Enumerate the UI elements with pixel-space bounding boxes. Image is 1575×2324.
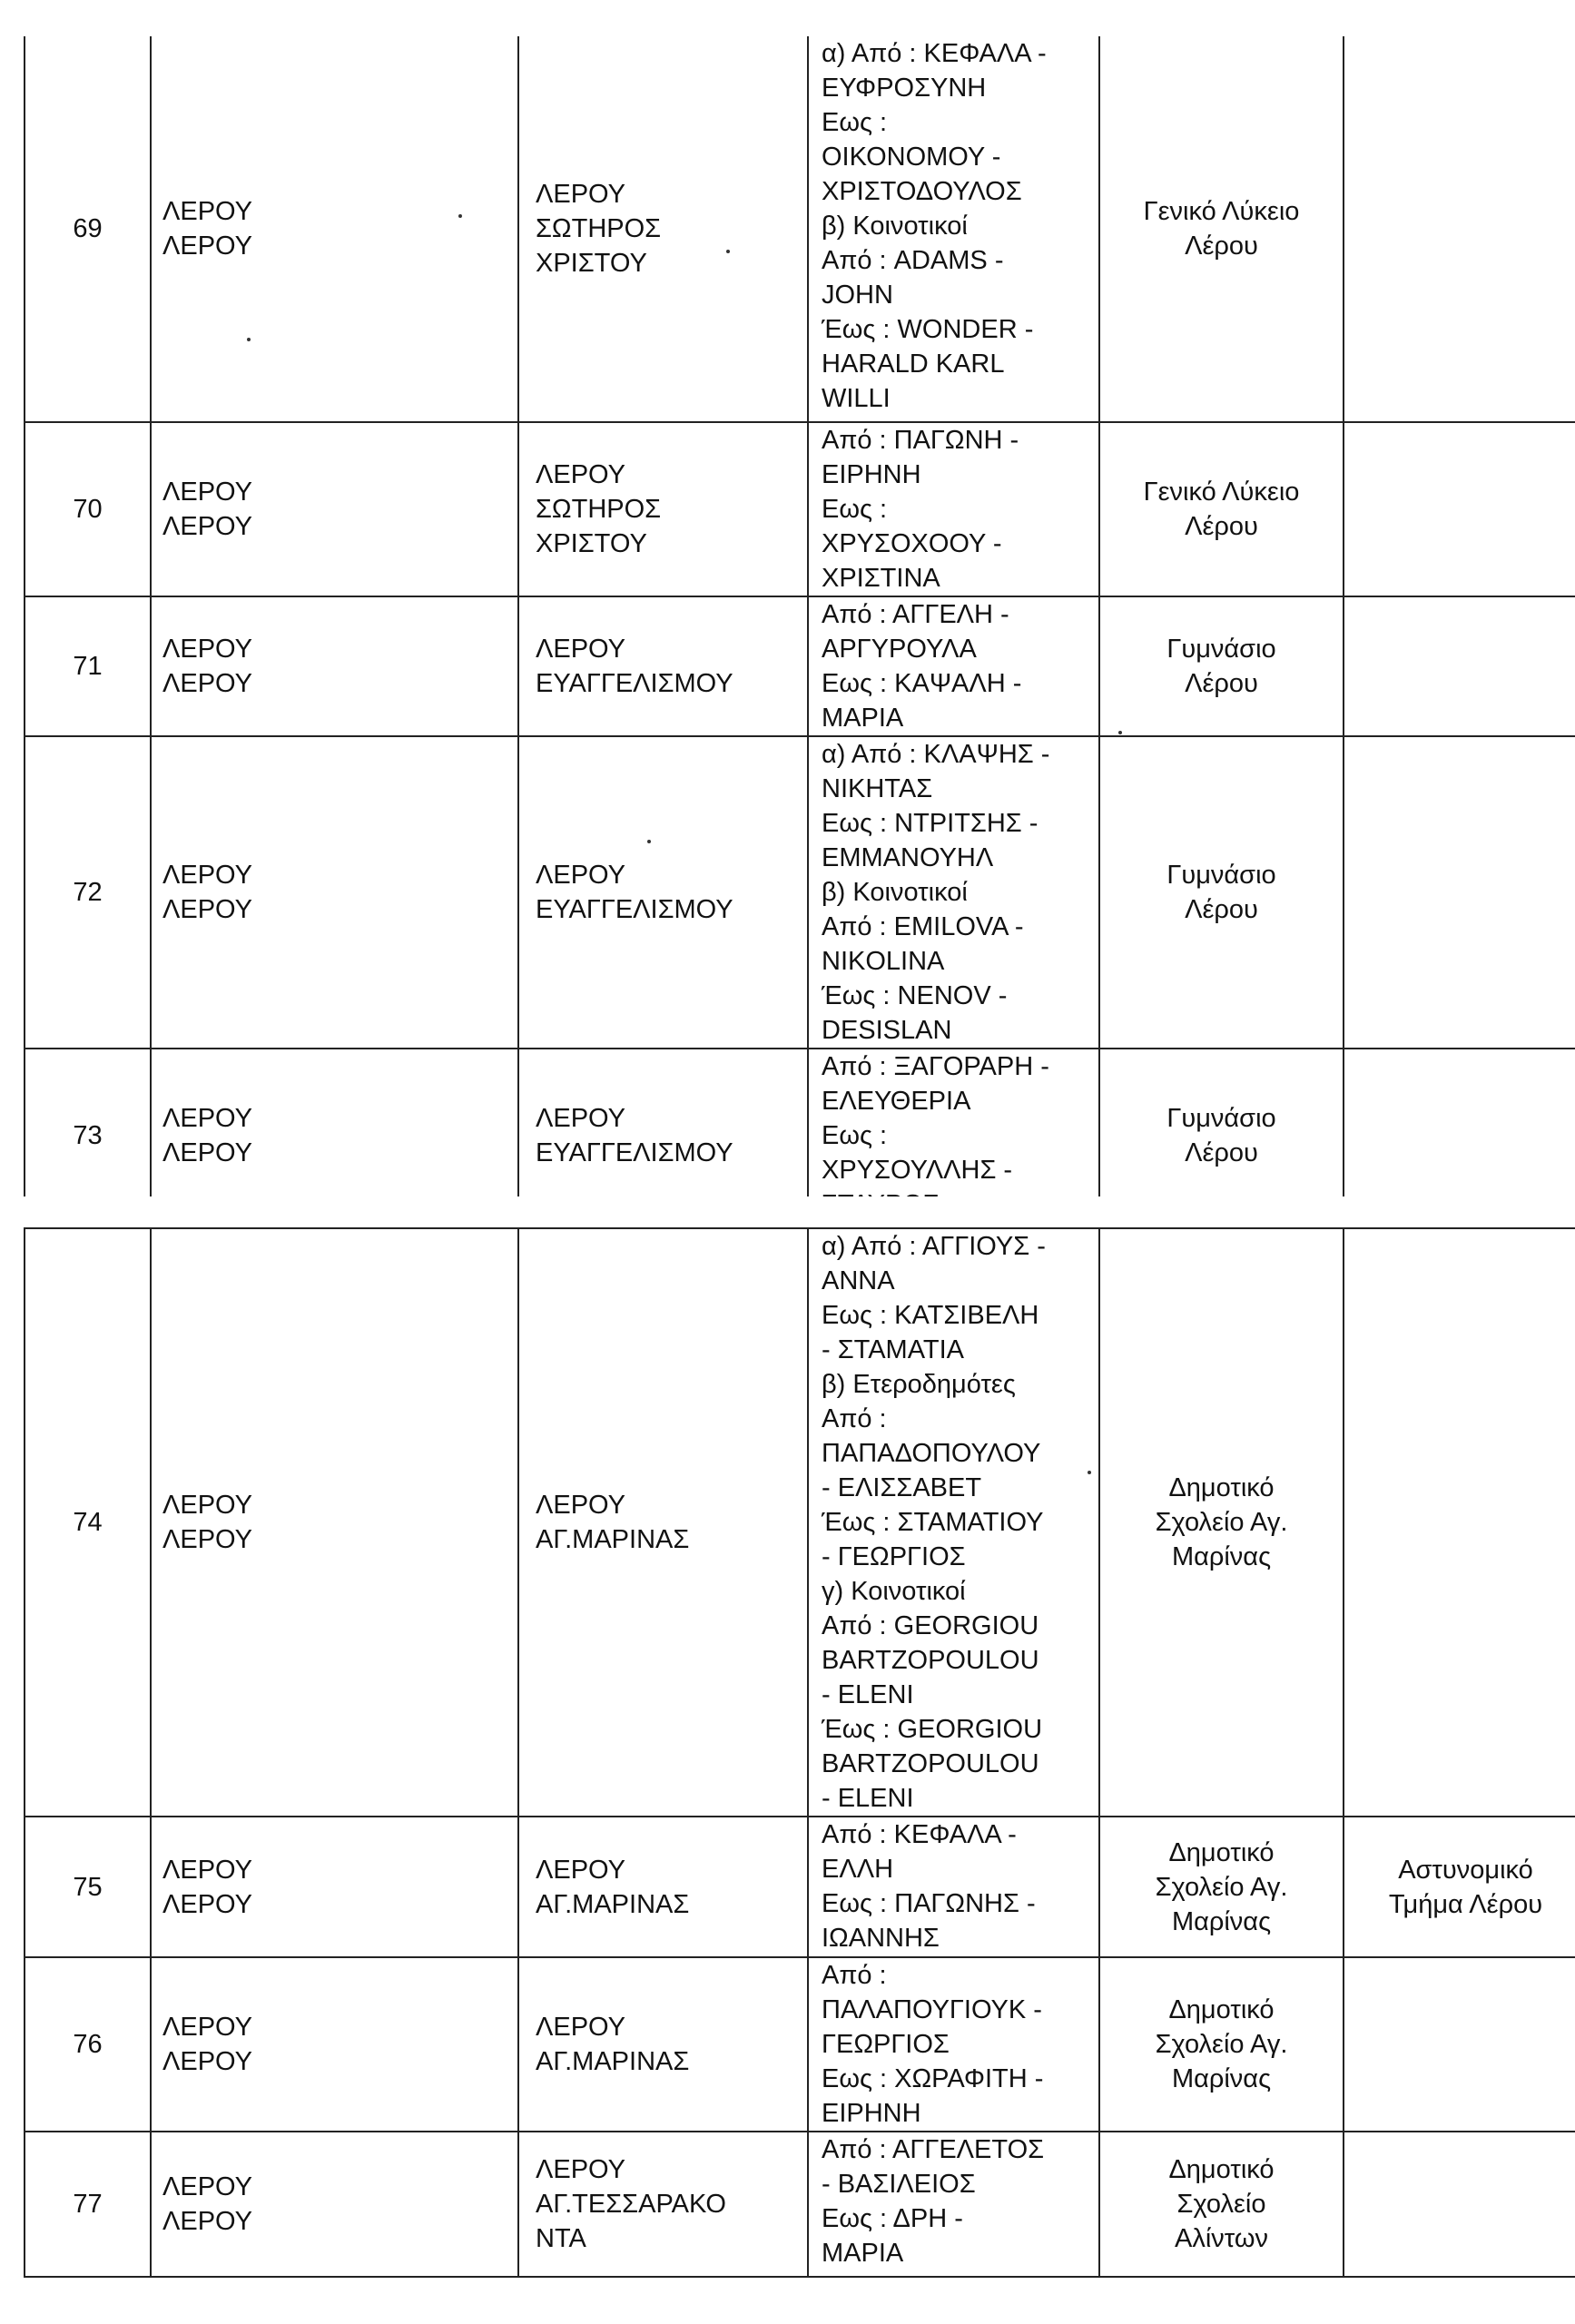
polling-stations-table-lower (24, 1227, 1575, 2278)
voter-range-line: Από : ΚΕΦΑΛΑ - (822, 1820, 1017, 1849)
municipality-cell (151, 2132, 518, 2277)
electoral-unit-line: ΑΓ.ΜΑΡΙΝΑΣ (536, 1525, 690, 1554)
municipality-line: ΛΕΡΟΥ (162, 2047, 253, 2076)
polling-place-line: Λέρου (1185, 895, 1258, 924)
page-break-gap (0, 1196, 1575, 1227)
polling-place-cell (1099, 1228, 1344, 1817)
voter-range-line: ΧΡΥΣΟΧΟΟΥ - (822, 529, 1002, 558)
polling-place-cell (1099, 422, 1344, 596)
voter-range-line: ΕΛΛΗ (822, 1855, 894, 1884)
polling-place-cell (1099, 1957, 1344, 2132)
polling-place-line: Δημοτικό (1168, 1837, 1275, 1867)
voter-range-line: β) Κοινοτικοί (822, 212, 968, 241)
voter-range-line: - ELENI (822, 1784, 914, 1813)
voter-range-line: ΟΙΚΟΝΟΜΟΥ - (822, 143, 1001, 172)
voter-range-line: DESISLAN (822, 1016, 952, 1045)
voter-range-line: Από : (822, 1404, 887, 1433)
voter-range-line: ΑΝΝΑ (822, 1266, 895, 1295)
row-number: 71 (73, 652, 103, 681)
voter-range-cell (808, 1817, 1099, 1957)
municipality-line: ΛΕΡΟΥ (162, 895, 253, 924)
scan-speck (647, 840, 651, 843)
electoral-unit-line: ΑΓ.ΜΑΡΙΝΑΣ (536, 2047, 690, 2076)
polling-place-line: Μαρίνας (1171, 1906, 1272, 1936)
voter-range-line: Εως : ΧΩΡΑΦΙΤΗ - (822, 2064, 1044, 2093)
municipality-line: ΛΕΡΟΥ (162, 197, 253, 226)
voter-range-cell (808, 1228, 1099, 1817)
electoral-unit-line: ΕΥΑΓΓΕΛΙΣΜΟΥ (536, 1138, 733, 1167)
row-number: 74 (73, 1508, 103, 1537)
row-number: 75 (73, 1872, 103, 1902)
voter-range-line: ΕΙΡΗΝΗ (822, 2099, 921, 2128)
voter-range-line: Από : ΑΓΓΕΛΗ - (822, 600, 1009, 629)
voter-range-line: Από : GEORGIOU (822, 1611, 1039, 1640)
voter-range-line: ΠΑΠΑΔΟΠΟΥΛΟΥ (822, 1439, 1041, 1468)
notes-cell (1344, 1957, 1575, 2132)
row-number: 76 (73, 2030, 103, 2059)
voter-range-line: Εως : (822, 108, 888, 137)
notes-line: Τμήμα Λέρου (1388, 1889, 1543, 1919)
row-number-cell (25, 2132, 151, 2277)
electoral-unit-line: ΛΕΡΟΥ (536, 460, 626, 489)
polling-stations-table-upper (24, 36, 1575, 1224)
row-number-cell (25, 1228, 151, 1817)
voter-range-line: ΠΑΛΑΠΟΥΓΙΟΥΚ - (822, 1995, 1042, 2024)
municipality-cell (151, 1228, 518, 1817)
row-number: 73 (73, 1121, 103, 1150)
table-row (25, 1228, 1575, 1817)
scan-speck (247, 338, 251, 341)
voter-range-line: JOHN (822, 281, 893, 310)
polling-place-line: Σχολείο (1176, 2190, 1266, 2219)
voter-range-line: α) Από : ΚΕΦΑΛΑ - (822, 39, 1047, 68)
voter-range-line: Εως : (822, 495, 888, 524)
voter-range-line: Έως : NENOV - (822, 981, 1008, 1010)
table-row (25, 1957, 1575, 2132)
electoral-unit-line: ΣΩΤΗΡΟΣ (536, 214, 662, 243)
voter-range-line: ΙΩΑΝΝΗΣ (822, 1924, 940, 1953)
electoral-unit-line: ΑΓ.ΤΕΣΣΑΡΑΚΟ (536, 2190, 726, 2219)
electoral-unit-line: ΛΕΡΟΥ (536, 1855, 626, 1885)
notes-cell (1344, 2132, 1575, 2277)
polling-place-line: Γενικό Λύκειο (1143, 197, 1300, 226)
municipality-line: ΛΕΡΟΥ (162, 231, 253, 261)
row-number-cell (25, 596, 151, 736)
row-number-cell (25, 422, 151, 596)
row-number-cell (25, 736, 151, 1049)
voter-range-line: γ) Κοινοτικοί (822, 1577, 966, 1606)
voter-range-line: Έως : ΣΤΑΜΑΤΙΟΥ (822, 1508, 1044, 1537)
municipality-line: ΛΕΡΟΥ (162, 2013, 253, 2042)
electoral-unit-line: ΛΕΡΟΥ (536, 180, 626, 209)
voter-range-line: Εως : ΠΑΓΩΝΗΣ - (822, 1889, 1036, 1918)
municipality-cell (151, 596, 518, 736)
voter-range-line: Από : (822, 1961, 887, 1990)
municipality-line: ΛΕΡΟΥ (162, 1104, 253, 1133)
municipality-cell (151, 1817, 518, 1957)
row-number: 77 (73, 2190, 103, 2219)
municipality-line: ΛΕΡΟΥ (162, 1138, 253, 1167)
scan-speck (458, 214, 462, 218)
voter-range-line: BARTZOPOULOU (822, 1749, 1039, 1778)
voter-range-line: Εως : ΚΑΤΣΙΒΕΛΗ (822, 1301, 1039, 1330)
polling-place-line: Γυμνάσιο (1166, 861, 1276, 890)
electoral-unit-cell (518, 1957, 808, 2132)
voter-range-line: α) Από : ΚΛΑΨΗΣ - (822, 740, 1050, 769)
voter-range-line: Εως : ΝΤΡΙΤΣΗΣ - (822, 809, 1039, 838)
scan-speck (1118, 731, 1122, 734)
voter-range-line: ΓΕΩΡΓΙΟΣ (822, 2030, 950, 2059)
municipality-line: ΛΕΡΟΥ (162, 635, 253, 664)
electoral-unit-line: ΧΡΙΣΤΟΥ (536, 529, 647, 558)
electoral-unit-cell (518, 736, 808, 1049)
voter-range-cell (808, 596, 1099, 736)
voter-range-line: ΕΙΡΗΝΗ (822, 460, 921, 489)
voter-range-line: - ΒΑΣΙΛΕΙΟΣ (822, 2170, 976, 2199)
polling-place-line: Αλίντων (1175, 2224, 1268, 2253)
voter-range-line: Εως : (822, 1121, 888, 1150)
voter-range-line: Από : ADAMS - (822, 246, 1004, 275)
electoral-unit-line: ΛΕΡΟΥ (536, 635, 626, 664)
voter-range-line: Εως : ΚΑΨΑΛΗ - (822, 669, 1022, 698)
voter-range-line: ΑΡΓΥΡΟΥΛΑ (822, 635, 977, 664)
electoral-unit-line: ΝΤΑ (536, 2224, 586, 2253)
electoral-unit-line: ΣΩΤΗΡΟΣ (536, 495, 662, 524)
electoral-unit-line: ΛΕΡΟΥ (536, 2155, 626, 2184)
scan-speck (726, 250, 730, 253)
electoral-unit-line: ΕΥΑΓΓΕΛΙΣΜΟΥ (536, 669, 733, 698)
polling-place-line: Δημοτικό (1168, 2155, 1275, 2184)
municipality-cell (151, 736, 518, 1049)
municipality-cell (151, 1957, 518, 2132)
electoral-unit-cell (518, 36, 808, 422)
table-row (25, 736, 1575, 1049)
polling-place-line: Γενικό Λύκειο (1143, 478, 1300, 507)
electoral-unit-cell (518, 422, 808, 596)
electoral-unit-line: ΛΕΡΟΥ (536, 861, 626, 890)
notes-cell (1344, 1817, 1575, 1957)
voter-range-line: NIKOLINA (822, 947, 945, 976)
row-number-cell (25, 1817, 151, 1957)
polling-place-cell (1099, 736, 1344, 1049)
municipality-line: ΛΕΡΟΥ (162, 478, 253, 507)
voter-range-line: β) Κοινοτικοί (822, 878, 968, 907)
voter-range-line: ΕΜΜΑΝΟΥΗΛ (822, 843, 994, 872)
polling-place-line: Δημοτικό (1168, 1473, 1275, 1502)
municipality-cell (151, 36, 518, 422)
table-row (25, 1817, 1575, 1957)
voter-range-line: - ELENI (822, 1680, 914, 1709)
row-number-cell (25, 36, 151, 422)
electoral-unit-line: ΛΕΡΟΥ (536, 1104, 626, 1133)
voter-range-line: - ΣΤΑΜΑΤΙΑ (822, 1335, 965, 1364)
polling-place-line: Γυμνάσιο (1166, 635, 1276, 664)
municipality-line: ΛΕΡΟΥ (162, 1491, 253, 1520)
polling-place-line: Λέρου (1185, 669, 1258, 698)
table-row (25, 2132, 1575, 2277)
voter-range-line: BARTZOPOULOU (822, 1646, 1039, 1675)
scan-speck (1088, 1471, 1091, 1474)
voter-range-line: ΜΑΡΙΑ (822, 2239, 904, 2268)
polling-place-line: Δημοτικό (1168, 1995, 1275, 2024)
voter-range-line: ΜΑΡΙΑ (822, 704, 904, 733)
polling-place-cell (1099, 2132, 1344, 2277)
polling-place-line: Λέρου (1185, 231, 1258, 261)
municipality-line: ΛΕΡΟΥ (162, 512, 253, 541)
municipality-line: ΛΕΡΟΥ (162, 1855, 253, 1885)
voter-range-cell (808, 2132, 1099, 2277)
municipality-line: ΛΕΡΟΥ (162, 861, 253, 890)
voter-range-line: Από : ΞΑΓΟΡΑΡΗ - (822, 1052, 1049, 1081)
voter-range-line: α) Από : ΑΓΓΙΟΥΣ - (822, 1232, 1046, 1261)
voter-range-cell (808, 422, 1099, 596)
voter-range-cell (808, 36, 1099, 422)
electoral-unit-line: ΧΡΙΣΤΟΥ (536, 249, 647, 278)
table-row (25, 422, 1575, 596)
voter-range-line: - ΕΛΙΣΣΑΒΕΤ (822, 1473, 982, 1502)
voter-range-line: Εως : ΔΡΗ - (822, 2204, 963, 2233)
voter-range-line: WILLI (822, 384, 891, 413)
polling-place-line: Σχολείο Αγ. (1155, 1872, 1288, 1902)
municipality-line: ΛΕΡΟΥ (162, 2172, 253, 2201)
electoral-unit-cell (518, 596, 808, 736)
voter-range-cell (808, 736, 1099, 1049)
electoral-unit-cell (518, 1228, 808, 1817)
polling-place-cell (1099, 36, 1344, 422)
municipality-cell (151, 422, 518, 596)
table-row (25, 596, 1575, 736)
voter-range-line: ΧΡΙΣΤΟΔΟΥΛΟΣ (822, 177, 1022, 206)
row-number: 69 (73, 214, 103, 243)
polling-place-line: Λέρου (1185, 512, 1258, 541)
electoral-unit-line: ΑΓ.ΜΑΡΙΝΑΣ (536, 1889, 690, 1919)
voter-range-line: Έως : WONDER - (822, 315, 1034, 344)
electoral-unit-cell (518, 2132, 808, 2277)
polling-place-cell (1099, 596, 1344, 736)
row-number-cell (25, 1957, 151, 2132)
voter-range-line: ΝΙΚΗΤΑΣ (822, 774, 933, 803)
municipality-line: ΛΕΡΟΥ (162, 2207, 253, 2236)
voter-range-line: Από : ΠΑΓΩΝΗ - (822, 426, 1019, 455)
municipality-line: ΛΕΡΟΥ (162, 669, 253, 698)
notes-cell (1344, 36, 1575, 422)
voter-range-line: - ΓΕΩΡΓΙΟΣ (822, 1542, 966, 1571)
notes-cell (1344, 422, 1575, 596)
polling-place-line: Μαρίνας (1171, 2064, 1272, 2093)
voter-range-line: HARALD KARL (822, 350, 1005, 379)
polling-place-line: Γυμνάσιο (1166, 1104, 1276, 1133)
polling-place-line: Μαρίνας (1171, 1542, 1272, 1571)
voter-range-line: β) Ετεροδημότες (822, 1370, 1016, 1399)
notes-cell (1344, 1228, 1575, 1817)
municipality-line: ΛΕΡΟΥ (162, 1889, 253, 1919)
electoral-unit-line: ΕΥΑΓΓΕΛΙΣΜΟΥ (536, 895, 733, 924)
electoral-unit-line: ΛΕΡΟΥ (536, 1491, 626, 1520)
notes-cell (1344, 736, 1575, 1049)
voter-range-line: Έως : GEORGIOU (822, 1715, 1043, 1744)
electoral-unit-cell (518, 1817, 808, 1957)
notes-cell (1344, 596, 1575, 736)
notes-line: Αστυνομικό (1398, 1855, 1533, 1885)
polling-place-line: Λέρου (1185, 1138, 1258, 1167)
row-number: 72 (73, 878, 103, 907)
voter-range-cell (808, 1957, 1099, 2132)
polling-place-cell (1099, 1817, 1344, 1957)
voter-range-line: ΧΡΙΣΤΙΝΑ (822, 564, 940, 593)
table-row (25, 36, 1575, 422)
voter-range-line: Από : ΑΓΓΕΛΕΤΟΣ (822, 2135, 1045, 2164)
electoral-unit-line: ΛΕΡΟΥ (536, 2013, 626, 2042)
voter-range-line: ΧΡΥΣΟΥΛΛΗΣ - (822, 1156, 1013, 1185)
row-number: 70 (73, 495, 103, 524)
municipality-line: ΛΕΡΟΥ (162, 1525, 253, 1554)
polling-place-line: Σχολείο Αγ. (1155, 2030, 1288, 2059)
polling-place-line: Σχολείο Αγ. (1155, 1508, 1288, 1537)
voter-range-line: ΕΥΦΡΟΣΥΝΗ (822, 74, 987, 103)
voter-range-line: ΕΛΕΥΘΕΡΙΑ (822, 1087, 971, 1116)
voter-range-line: Από : EMILOVA - (822, 912, 1024, 941)
